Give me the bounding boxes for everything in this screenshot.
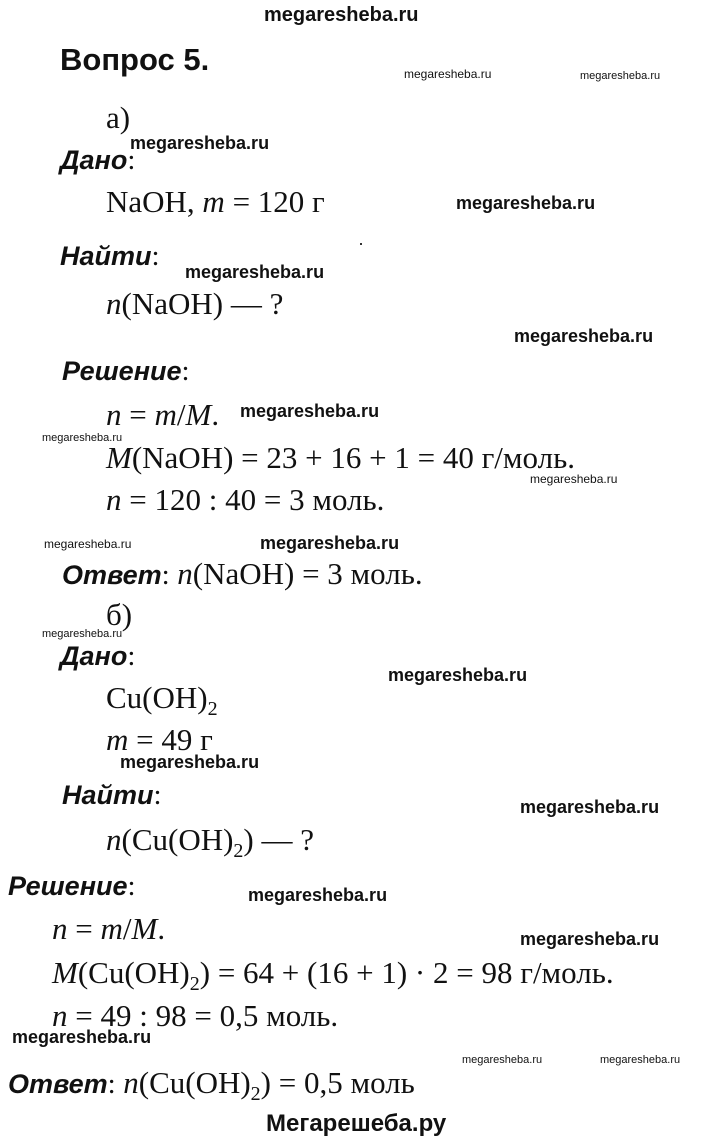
part-a-given: NaOH, m = 120 г (106, 184, 325, 219)
watermark: megaresheba.ru (530, 472, 618, 486)
watermark: megaresheba.ru (456, 193, 596, 213)
part-a-answer-heading: Ответ: n(NaOH) = 3 моль. (62, 556, 423, 591)
part-a-molar-mass: M(NaOH) = 23 + 16 + 1 = 40 г/моль. (106, 440, 575, 475)
part-a-answer: n(NaOH) = 3 моль. (177, 556, 423, 591)
watermark: megaresheba.ru (185, 262, 325, 282)
watermark: megaresheba.ru (520, 797, 660, 817)
part-b-label: б) (106, 597, 133, 632)
watermark: megaresheba.ru (580, 70, 661, 82)
watermark: megaresheba.ru (404, 67, 492, 81)
part-a-find-label: Найти (60, 241, 152, 271)
watermark: megaresheba.ru (44, 537, 132, 551)
part-a-solution-label: Решение (62, 356, 182, 386)
part-b-molar-mass: $M(Cu(OH)_2) = 64 + (16 + 1) \cdot 2 = 98$ г/моль. (52, 955, 614, 995)
watermark: megaresheba.ru (260, 533, 400, 553)
watermark: megaresheba.ru (388, 665, 528, 685)
part-b-answer: $n(Cu(OH)_2) = 0,5$ моль (123, 1065, 415, 1105)
part-b-answer-heading: Ответ: $n(Cu(OH)_2) = 0,5$ моль (8, 1065, 415, 1105)
watermark: megaresheba.ru (130, 133, 270, 153)
footer-site: Мегарешеба.ру (266, 1110, 447, 1137)
part-a-find-heading: Найти: (60, 240, 160, 272)
part-b-find: $n(Cu(OH)_2)$ — ? (106, 822, 315, 862)
part-a-answer-label: Ответ (62, 560, 162, 590)
part-b-find-heading: Найти: (62, 779, 162, 811)
page-title: Вопрос 5. (60, 42, 210, 77)
watermark: megaresheba.ru (120, 752, 260, 772)
watermark: megaresheba.ru (514, 326, 654, 346)
part-b-find-label: Найти (62, 780, 154, 810)
part-b-calc: n = 49 : 98 = 0,5 моль. (52, 998, 339, 1033)
part-a-calc: n = 120 : 40 = 3 моль. (106, 482, 385, 517)
part-b-given-heading: Дано: (60, 640, 136, 672)
part-a-label: а) (106, 100, 131, 135)
part-a-given-heading: Дано: (60, 144, 136, 176)
part-a-solution-heading: Решение: (62, 355, 190, 387)
scan-dot (360, 243, 362, 245)
part-a-given-label: Дано (60, 145, 128, 175)
part-b-given-1: $Cu(OH)_2$ (106, 680, 218, 720)
part-b-solution-heading: Решение: (8, 870, 136, 902)
watermark: megaresheba.ru (462, 1054, 543, 1066)
watermark: megaresheba.ru (42, 628, 123, 640)
watermark: megaresheba.ru (240, 401, 380, 421)
watermark: megaresheba.ru (520, 929, 660, 949)
part-b-given-label: Дано (60, 641, 128, 671)
watermark: megaresheba.ru (12, 1027, 152, 1047)
watermark: megaresheba.ru (600, 1054, 681, 1066)
watermark: megaresheba.ru (248, 885, 388, 905)
part-a-find: n(NaOH) — ? (106, 286, 284, 321)
part-b-solution-label: Решение (8, 871, 128, 901)
part-b-formula: n = m/M. (52, 911, 166, 946)
part-b-given-2: m = 49 г (106, 722, 213, 757)
watermark: megaresheba.ru (42, 432, 123, 444)
part-a-formula: n = m/M. (106, 397, 220, 432)
part-b-answer-label: Ответ (8, 1069, 108, 1099)
header-site: megaresheba.ru (264, 4, 419, 26)
